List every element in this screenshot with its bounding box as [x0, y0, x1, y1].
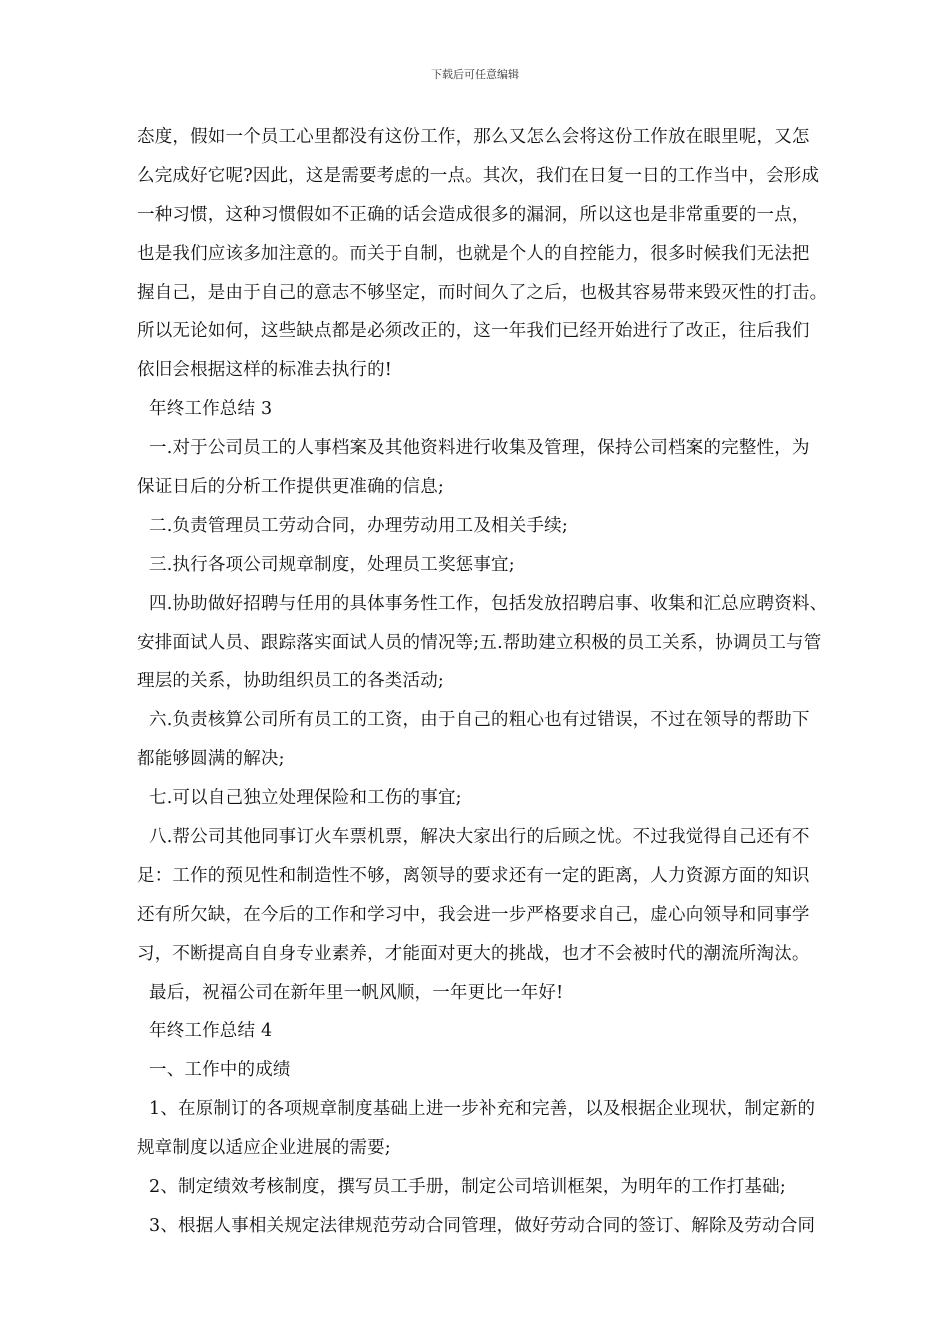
text-line: 四.协助做好招聘与任用的具体事务性工作，包括发放招聘启事、收集和汇总应聘资料、: [149, 593, 828, 614]
text-line: 最后，祝福公司在新年里一帆风顺，一年更比一年好!: [149, 982, 564, 1003]
text-line: 一.对于公司员工的人事档案及其他资料进行收集及管理，保持公司档案的完整性，为: [149, 438, 810, 459]
text-line: 三.执行各项公司规章制度，处理员工奖惩事宜;: [149, 554, 515, 575]
text-line: 依旧会根据这样的标准去执行的!: [137, 360, 393, 381]
text-line: 还有所欠缺，在今后的工作和学习中，我会进一步严格要求自己，虚心向领导和同事学: [137, 904, 810, 925]
document-body: [137, 124, 887, 1252]
text-line: 年终工作总结 3: [149, 399, 273, 420]
text-line: 理层的关系，协助组织员工的各类活动;: [137, 671, 444, 692]
text-line: 所以无论如何，这些缺点都是必须改正的，这一年我们已经开始进行了改正，往后我们: [137, 321, 810, 342]
text-line: 六.负责核算公司所有员工的工资，由于自己的粗心也有过错误，不过在领导的帮助下: [149, 710, 810, 731]
text-line: 习，不断提高自自身专业素养，才能面对更大的挑战，也才不会被时代的潮流所淘汰。: [137, 943, 810, 964]
text-line: 都能够圆满的解决;: [137, 749, 285, 770]
text-line: 也是我们应该多加注意的。而关于自制，也就是个人的自控能力，很多时候我们无法把: [137, 243, 810, 264]
text-line: 八.帮公司其他同事订火车票机票，解决大家出行的后顾之忧。不过我觉得自己还有不: [149, 827, 810, 848]
text-line: 保证日后的分析工作提供更准确的信息;: [137, 477, 444, 498]
text-line: 么完成好它呢?因此，这是需要考虑的一点。其次，我们在日复一日的工作当中，会形成: [137, 165, 820, 186]
text-line: 七.可以自己独立处理保险和工伤的事宜;: [149, 788, 462, 809]
text-line: 足：工作的预见性和制造性不够，离领导的要求还有一定的距离，人力资源方面的知识: [137, 865, 810, 886]
text-line: 2、制定绩效考核制度，撰写员工手册，制定公司培训框架，为明年的工作打基础;: [149, 1177, 786, 1198]
text-line: 二.负责管理员工劳动合同，办理劳动用工及相关手续;: [149, 515, 568, 536]
text-line: 1、在原制订的各项规章制度基础上进一步补充和完善，以及根据企业现状，制定新的: [149, 1099, 816, 1120]
text-line: 安排面试人员、跟踪落实面试人员的情况等;五.帮助建立积极的员工关系，协调员工与管: [137, 632, 822, 653]
text-line: 一种习惯，这种习惯假如不正确的话会造成很多的漏洞，所以这也是非常重要的一点，: [137, 204, 810, 225]
page-header: 下载后可任意编辑: [431, 68, 519, 81]
text-line: 握自己，是由于自己的意志不够坚定，而时间久了之后，也极其容易带来毁灭性的打击。: [137, 282, 828, 303]
text-line: 3、根据人事相关规定法律规范劳动合同管理，做好劳动合同的签订、解除及劳动合同: [149, 1215, 816, 1236]
text-line: 年终工作总结 4: [149, 1021, 273, 1042]
text-line: 一、工作中的成绩: [149, 1060, 291, 1081]
text-line: 规章制度以适应企业进展的需要;: [137, 1138, 391, 1159]
text-line: 态度，假如一个员工心里都没有这份工作，那么又怎么会将这份工作放在眼里呢，又怎: [137, 127, 810, 147]
